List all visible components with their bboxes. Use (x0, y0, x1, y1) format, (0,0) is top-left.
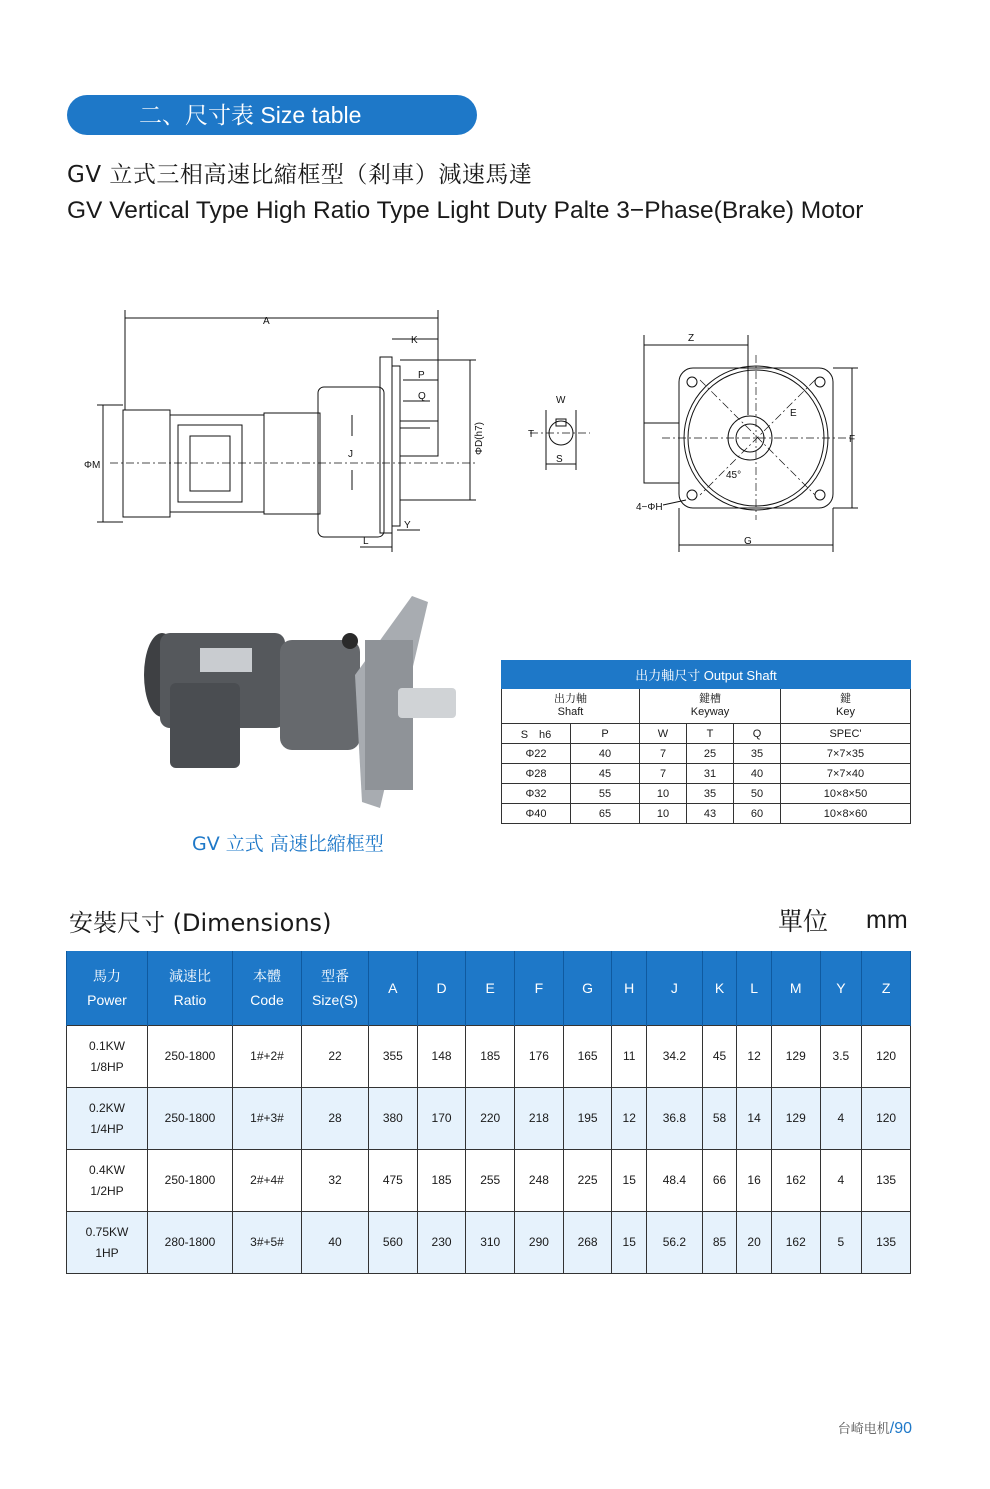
cell: 129 (771, 1026, 820, 1088)
group-keyway-en: Keyway (690, 706, 730, 718)
cell: 4 (820, 1088, 862, 1150)
cell: 15 (612, 1212, 647, 1274)
table-row (502, 784, 911, 804)
dim-g-label: G (744, 536, 752, 547)
col-header-y: Y (820, 951, 862, 1026)
cell: 40 (571, 744, 640, 764)
col-header: W (640, 724, 687, 744)
power-cell (67, 1150, 148, 1212)
title-english: GV Vertical Type High Ratio Type Light Duty Palte 3−Phase(Brake) Motor (67, 197, 864, 224)
cell: 3.5 (820, 1026, 862, 1088)
col-header: S h6 (502, 724, 571, 744)
footer-company: 台崎电机 (837, 1422, 890, 1437)
cell: Φ28 (502, 764, 571, 784)
cell: 195 (563, 1088, 612, 1150)
cell: 7 (640, 764, 687, 784)
cell: 170 (417, 1088, 466, 1150)
product-photo (144, 596, 456, 808)
col-header-e: E (466, 951, 515, 1026)
group-keyway (640, 689, 781, 724)
cell: 48.4 (647, 1150, 703, 1212)
table-row (502, 764, 911, 784)
col-header-f: F (515, 951, 564, 1026)
cell: 4 (820, 1150, 862, 1212)
cell: 35 (687, 784, 734, 804)
cell: 50 (734, 784, 781, 804)
col-header: P (571, 724, 640, 744)
cell: 36.8 (647, 1088, 703, 1150)
col-header-d: D (417, 951, 466, 1026)
dim-s-label: S (556, 454, 563, 465)
cell: 85 (702, 1212, 737, 1274)
power-kw: 0.1KW (88, 1038, 125, 1053)
dim-t-label: T (528, 429, 535, 440)
photo-caption: GV 立式 高速比縮框型 (192, 833, 384, 855)
cell: Φ32 (502, 784, 571, 804)
cell: 58 (702, 1088, 737, 1150)
cell: 218 (515, 1088, 564, 1150)
cell: 165 (563, 1026, 612, 1088)
cell: 22 (302, 1026, 369, 1088)
col-header-power (67, 951, 148, 1026)
cell: 162 (771, 1150, 820, 1212)
cell: 11 (612, 1026, 647, 1088)
cell: 7 (640, 744, 687, 764)
col-header-a: A (369, 951, 418, 1026)
cell: 120 (862, 1026, 911, 1088)
table-row (502, 804, 911, 824)
cell: 380 (369, 1088, 418, 1150)
group-key (781, 689, 911, 724)
power-cell (67, 1212, 148, 1274)
cell: 32 (302, 1150, 369, 1212)
cell: 40 (302, 1212, 369, 1274)
cell: 135 (862, 1212, 911, 1274)
cell: 268 (563, 1212, 612, 1274)
cell: 45 (571, 764, 640, 784)
cell: 225 (563, 1150, 612, 1212)
cell: 1#+2# (233, 1026, 302, 1088)
output-shaft-title: 出力軸尺寸 Output Shaft (502, 661, 911, 689)
cell: Φ22 (502, 744, 571, 764)
dim-z-label: Z (688, 333, 695, 344)
cell: 10 (640, 804, 687, 824)
col-header-code (233, 951, 302, 1026)
power-kw: 0.2KW (88, 1100, 125, 1115)
title-chinese: GV 立式三相高速比縮框型（剎車）減速馬達 (67, 162, 533, 188)
cell: 12 (612, 1088, 647, 1150)
dim-l-label: L (363, 536, 369, 547)
dim-p-label: P (418, 370, 425, 381)
power-hp: 1/4HP (90, 1121, 124, 1136)
cell: 185 (466, 1026, 515, 1088)
group-shaft-en: Shaft (557, 706, 584, 718)
cell: 148 (417, 1026, 466, 1088)
col-header-h: H (612, 951, 647, 1026)
cell: 250-1800 (148, 1088, 233, 1150)
output-shaft-header-row (502, 724, 911, 744)
dim-q-label: Q (418, 391, 426, 402)
header-cn: 本體 (253, 968, 281, 984)
cell: 280-1800 (148, 1212, 233, 1274)
cell: 55 (571, 784, 640, 804)
cell: 560 (369, 1212, 418, 1274)
group-shaft (502, 689, 640, 724)
dimensions-header-row (67, 951, 911, 1026)
cell: 3#+5# (233, 1212, 302, 1274)
dim-a-label: A (263, 316, 270, 327)
page-number: 90 (894, 1420, 912, 1437)
dim-j-label: J (348, 449, 353, 460)
power-hp: 1/2HP (90, 1183, 124, 1198)
unit-label: 單位 (778, 907, 829, 936)
dim-h-label: 4−ΦH (636, 502, 663, 513)
col-header-j: J (647, 951, 703, 1026)
cell: 10×8×60 (781, 804, 911, 824)
cell: 135 (862, 1150, 911, 1212)
power-hp: 1/8HP (90, 1059, 124, 1074)
col-header-size (302, 951, 369, 1026)
unit-value: mm (866, 906, 908, 934)
col-header-ratio (148, 951, 233, 1026)
col-header-g: G (563, 951, 612, 1026)
cell: 34.2 (647, 1026, 703, 1088)
col-header-m: M (771, 951, 820, 1026)
section-pill: 二、尺寸表 Size table (67, 95, 477, 135)
cell: 16 (737, 1150, 772, 1212)
cell: 43 (687, 804, 734, 824)
cell: 290 (515, 1212, 564, 1274)
header-en: Ratio (173, 992, 207, 1008)
header-cn: 馬力 (93, 968, 121, 984)
cell: 65 (571, 804, 640, 824)
cell: 230 (417, 1212, 466, 1274)
header-cn: 減速比 (169, 968, 211, 984)
table-row (502, 744, 911, 764)
cell: 7×7×35 (781, 744, 911, 764)
cell: 162 (771, 1212, 820, 1274)
power-cell (67, 1026, 148, 1088)
dim-y-label: Y (404, 520, 411, 531)
group-keyway-cn: 鍵槽 (699, 693, 721, 705)
cell: 20 (737, 1212, 772, 1274)
cell: 28 (302, 1088, 369, 1150)
cell: Φ40 (502, 804, 571, 824)
dim-w-label: W (556, 395, 566, 406)
cell: 10×8×50 (781, 784, 911, 804)
cell: 40 (734, 764, 781, 784)
cell: 310 (466, 1212, 515, 1274)
header-en: Code (250, 992, 284, 1008)
dim-f-label: F (849, 434, 856, 445)
footer-separator: / (889, 1420, 895, 1437)
power-kw: 0.4KW (88, 1162, 125, 1177)
col-header: Q (734, 724, 781, 744)
group-key-en: Key (836, 706, 855, 718)
header-en: Size(S) (312, 992, 358, 1008)
cell: 2#+4# (233, 1150, 302, 1212)
cell: 1#+3# (233, 1088, 302, 1150)
col-header-z: Z (862, 951, 911, 1026)
cell: 31 (687, 764, 734, 784)
col-header-l: L (737, 951, 772, 1026)
output-shaft-table (501, 660, 911, 824)
cell: 250-1800 (148, 1150, 233, 1212)
power-hp: 1HP (95, 1245, 119, 1260)
dimensions-title: 安裝尺寸 (Dimensions) (69, 909, 332, 937)
cell: 12 (737, 1026, 772, 1088)
cell: 176 (515, 1026, 564, 1088)
power-kw: 0.75KW (85, 1224, 129, 1239)
header-en: Power (87, 992, 127, 1008)
page-footer (838, 1418, 912, 1438)
cell: 15 (612, 1150, 647, 1212)
dimensions-table (66, 951, 911, 1274)
cell: 10 (640, 784, 687, 804)
col-header: T (687, 724, 734, 744)
cell: 355 (369, 1026, 418, 1088)
table-row (67, 1150, 911, 1212)
power-cell (67, 1088, 148, 1150)
group-shaft-cn: 出力軸 (554, 693, 587, 705)
dim-m-label: ΦM (84, 460, 101, 471)
cell: 56.2 (647, 1212, 703, 1274)
dim-k-label: K (411, 335, 418, 346)
header-cn: 型番 (321, 968, 349, 984)
cell: 25 (687, 744, 734, 764)
cell: 255 (466, 1150, 515, 1212)
cell: 120 (862, 1088, 911, 1150)
cell: 35 (734, 744, 781, 764)
dim-d-label: ΦD(h7) (474, 422, 485, 455)
table-row (67, 1026, 911, 1088)
cell: 45 (702, 1026, 737, 1088)
cell: 7×7×40 (781, 764, 911, 784)
table-row (67, 1088, 911, 1150)
cell: 60 (734, 804, 781, 824)
group-key-cn: 鍵 (840, 693, 851, 705)
cell: 185 (417, 1150, 466, 1212)
col-header: SPEC' (781, 724, 911, 744)
cell: 66 (702, 1150, 737, 1212)
cell: 129 (771, 1088, 820, 1150)
cell: 220 (466, 1088, 515, 1150)
cell: 14 (737, 1088, 772, 1150)
cell: 250-1800 (148, 1026, 233, 1088)
cell: 5 (820, 1212, 862, 1274)
cell: 475 (369, 1150, 418, 1212)
cell: 248 (515, 1150, 564, 1212)
col-header-k: K (702, 951, 737, 1026)
dim-e-label: E (790, 408, 797, 419)
table-row (67, 1212, 911, 1274)
dim-angle-label: 45° (726, 470, 742, 481)
